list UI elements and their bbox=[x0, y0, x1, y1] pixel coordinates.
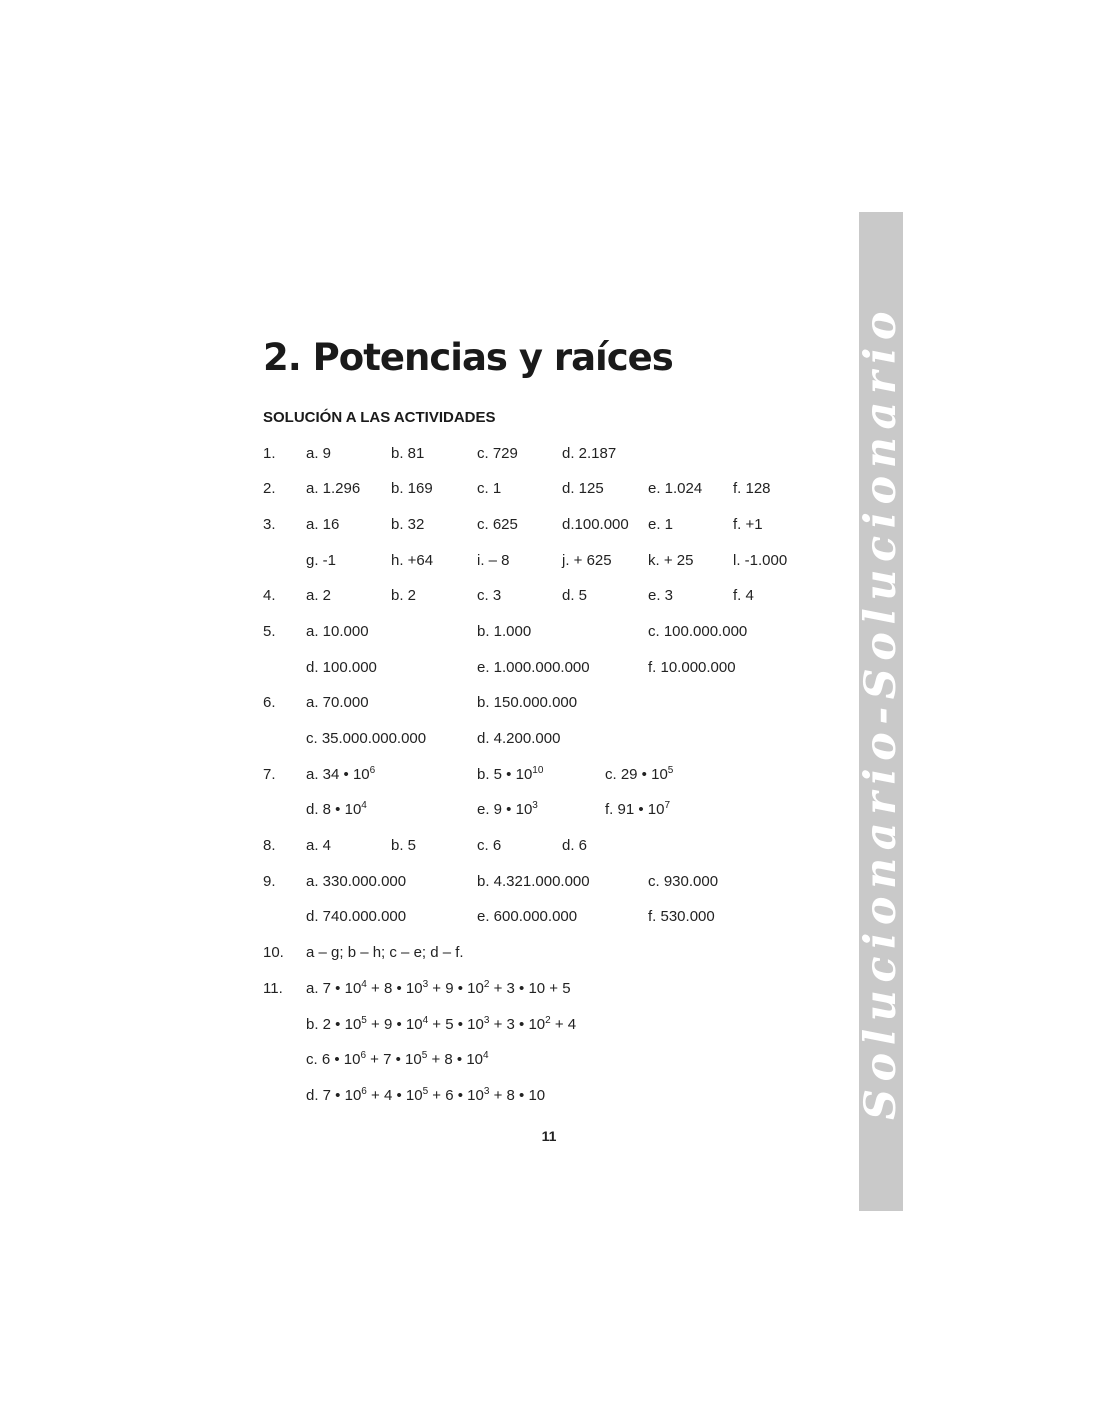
answer-item bbox=[605, 792, 670, 828]
exponent: 4 bbox=[483, 1050, 489, 1062]
question-number: 1. bbox=[263, 444, 276, 462]
answer-item bbox=[306, 864, 406, 900]
answer-item bbox=[306, 471, 360, 507]
answer-row bbox=[0, 757, 840, 793]
answer-text: e. 1.000.000.000 bbox=[477, 658, 590, 676]
question-number: 9. bbox=[263, 872, 276, 890]
answer-item bbox=[306, 436, 331, 472]
answer-item bbox=[733, 507, 763, 543]
answer-text: l. -1.000 bbox=[733, 551, 788, 569]
answer-item bbox=[477, 685, 577, 721]
section-subtitle: SOLUCIÓN A LAS ACTIVIDADES bbox=[263, 409, 496, 426]
answer-text: + 4 bbox=[550, 1015, 577, 1033]
answer-text: c. 625 bbox=[477, 515, 518, 533]
answer-item bbox=[733, 578, 754, 614]
answer-text: + 8 • 10 bbox=[427, 1051, 484, 1069]
answer-item bbox=[477, 864, 590, 900]
answer-item bbox=[562, 578, 587, 614]
answer-item bbox=[306, 578, 331, 614]
answer-text: a. 34 • 10 bbox=[306, 765, 370, 783]
answer-text: b. 2 • 10 bbox=[306, 1015, 362, 1033]
answer-text: + 3 • 10 bbox=[489, 1015, 546, 1033]
answer-row bbox=[0, 935, 840, 971]
answer-text: d. 2.187 bbox=[562, 444, 617, 462]
answer-item bbox=[733, 543, 787, 579]
question-number: 2. bbox=[263, 480, 276, 498]
exponent: 4 bbox=[422, 1014, 429, 1026]
question-number: 3. bbox=[263, 515, 276, 533]
answer-item bbox=[477, 828, 501, 864]
answer-text: b. 169 bbox=[391, 480, 433, 498]
answer-text: f. 10.000.000 bbox=[648, 658, 736, 676]
answer-item bbox=[648, 899, 715, 935]
answer-item bbox=[306, 650, 377, 686]
answer-item bbox=[306, 828, 331, 864]
answer-item bbox=[477, 543, 510, 579]
answer-text: + 8 • 10 bbox=[366, 979, 423, 997]
answer-text: a. 4 bbox=[306, 837, 332, 855]
answer-text: + 5 • 10 bbox=[428, 1015, 484, 1033]
answer-text: b. 5 bbox=[391, 837, 417, 855]
answer-item bbox=[477, 757, 543, 793]
answer-item bbox=[391, 578, 416, 614]
answer-item bbox=[306, 721, 426, 757]
answer-text: d. 6 bbox=[562, 837, 588, 855]
answer-item bbox=[477, 899, 577, 935]
exponent: 3 bbox=[483, 1085, 490, 1097]
answer-text: b. 150.000.000 bbox=[477, 694, 578, 712]
answer-item bbox=[648, 650, 736, 686]
answer-item bbox=[648, 471, 702, 507]
exponent: 3 bbox=[483, 1014, 490, 1026]
answer-text: g. -1 bbox=[306, 551, 337, 569]
answer-text: + 8 • 10 bbox=[489, 1086, 546, 1104]
answer-text: d. 740.000.000 bbox=[306, 908, 407, 926]
answer-row bbox=[0, 792, 840, 828]
answer-text: b. 2 bbox=[391, 587, 417, 605]
answer-row bbox=[0, 507, 840, 543]
answer-item bbox=[306, 685, 369, 721]
answer-text: f. +1 bbox=[733, 515, 763, 533]
answer-item bbox=[562, 471, 604, 507]
answer-text: c. 1 bbox=[477, 480, 502, 498]
answer-text: d.100.000 bbox=[562, 515, 629, 533]
answer-item bbox=[391, 828, 416, 864]
answer-text: a. 1.296 bbox=[306, 480, 361, 498]
answer-text: i. – 8 bbox=[477, 551, 510, 569]
answer-text: f. 4 bbox=[733, 587, 754, 605]
answer-text: e. 3 bbox=[648, 587, 674, 605]
exponent: 3 bbox=[532, 800, 538, 812]
answer-row bbox=[0, 721, 840, 757]
page-title: 2. Potencias y raíces bbox=[263, 336, 673, 379]
answer-text: k. + 25 bbox=[648, 551, 694, 569]
answer-row bbox=[0, 614, 840, 650]
answer-item bbox=[562, 543, 612, 579]
answer-text: c. 3 bbox=[477, 587, 502, 605]
exponent: 2 bbox=[545, 1014, 551, 1026]
answer-item bbox=[306, 614, 369, 650]
answer-text: f. 128 bbox=[733, 480, 771, 498]
answer-item bbox=[306, 935, 464, 971]
answer-text: + 4 • 10 bbox=[366, 1086, 423, 1104]
exponent: 5 bbox=[422, 1085, 429, 1097]
answer-text: f. 530.000 bbox=[648, 908, 715, 926]
answer-row bbox=[0, 1007, 840, 1043]
answer-text: a. 9 bbox=[306, 444, 332, 462]
answer-text: a. 2 bbox=[306, 587, 332, 605]
question-number: 10. bbox=[263, 944, 284, 962]
answer-text: c. 930.000 bbox=[648, 872, 719, 890]
answer-text: c. 29 • 10 bbox=[605, 765, 668, 783]
answer-item bbox=[306, 1007, 576, 1043]
question-number: 6. bbox=[263, 694, 276, 712]
answer-text: b. 5 • 10 bbox=[477, 765, 533, 783]
exponent: 10 bbox=[532, 764, 544, 776]
exponent: 6 bbox=[369, 764, 376, 776]
question-number: 8. bbox=[263, 837, 276, 855]
answer-text: e. 1.024 bbox=[648, 480, 703, 498]
answer-item bbox=[306, 792, 367, 828]
exponent: 4 bbox=[361, 800, 367, 812]
answer-row bbox=[0, 578, 840, 614]
answer-text: b. 1.000 bbox=[477, 622, 532, 640]
answer-item bbox=[477, 436, 518, 472]
question-number: 4. bbox=[263, 587, 276, 605]
answer-text: + 9 • 10 bbox=[428, 979, 484, 997]
answer-text: d. 7 • 10 bbox=[306, 1086, 362, 1104]
answer-item bbox=[733, 471, 771, 507]
answer-text: d. 5 bbox=[562, 587, 588, 605]
answer-row bbox=[0, 971, 840, 1007]
answer-row bbox=[0, 650, 840, 686]
answer-item bbox=[391, 471, 433, 507]
answer-item bbox=[306, 543, 336, 579]
answer-item bbox=[648, 578, 673, 614]
answer-item bbox=[306, 1042, 489, 1078]
answers-list bbox=[0, 436, 840, 1114]
answer-item bbox=[306, 1078, 545, 1114]
answer-text: b. 81 bbox=[391, 444, 425, 462]
exponent: 5 bbox=[667, 764, 674, 776]
answer-text: + 9 • 10 bbox=[366, 1015, 423, 1033]
answer-text: c. 729 bbox=[477, 444, 518, 462]
answer-text: + 7 • 10 bbox=[366, 1051, 422, 1069]
answer-text: b. 32 bbox=[391, 515, 425, 533]
question-number: 5. bbox=[263, 622, 276, 640]
answer-item bbox=[477, 721, 560, 757]
answer-row bbox=[0, 471, 840, 507]
exponent: 4 bbox=[361, 978, 367, 990]
answer-item bbox=[562, 828, 587, 864]
question-number: 11. bbox=[263, 979, 283, 997]
exponent: 5 bbox=[421, 1050, 428, 1062]
answer-row bbox=[0, 899, 840, 935]
answer-item bbox=[477, 578, 501, 614]
answer-item bbox=[391, 436, 424, 472]
answer-row bbox=[0, 864, 840, 900]
answer-text: a. 10.000 bbox=[306, 622, 369, 640]
answer-item bbox=[562, 507, 629, 543]
answer-item bbox=[477, 614, 531, 650]
answer-row bbox=[0, 436, 840, 472]
answer-text: e. 600.000.000 bbox=[477, 908, 578, 926]
answer-text: c. 6 • 10 bbox=[306, 1051, 361, 1069]
side-tab-label: Solucionario-Solucionario bbox=[856, 303, 906, 1120]
side-tab bbox=[856, 212, 906, 1211]
answer-text: e. 9 • 10 bbox=[477, 801, 533, 819]
answer-row bbox=[0, 828, 840, 864]
answer-text: a – g; b – h; c – e; d – f. bbox=[306, 944, 464, 962]
answer-item bbox=[306, 507, 339, 543]
answer-item bbox=[648, 614, 747, 650]
answer-item bbox=[477, 507, 518, 543]
exponent: 7 bbox=[664, 800, 671, 812]
answer-text: a. 7 • 10 bbox=[306, 979, 362, 997]
answer-text: h. +64 bbox=[391, 551, 434, 569]
answer-text: f. 91 • 10 bbox=[605, 801, 665, 819]
page-number: 11 bbox=[541, 1128, 557, 1144]
exponent: 3 bbox=[422, 978, 429, 990]
exponent: 6 bbox=[360, 1050, 367, 1062]
answer-item bbox=[306, 757, 375, 793]
answer-item bbox=[391, 507, 424, 543]
answer-row bbox=[0, 1042, 840, 1078]
answer-text: + 3 • 10 + 5 bbox=[489, 979, 571, 997]
exponent: 2 bbox=[483, 978, 490, 990]
answer-text: d. 100.000 bbox=[306, 658, 377, 676]
answer-text: b. 4.321.000.000 bbox=[477, 872, 590, 890]
answer-item bbox=[306, 899, 406, 935]
answer-item bbox=[648, 543, 693, 579]
answer-text: d. 125 bbox=[562, 480, 604, 498]
answer-text: d. 8 • 10 bbox=[306, 801, 362, 819]
answer-text: j. + 625 bbox=[562, 551, 612, 569]
question-number: 7. bbox=[263, 765, 276, 783]
answer-item bbox=[477, 650, 590, 686]
answer-item bbox=[562, 436, 616, 472]
answer-text: a. 70.000 bbox=[306, 694, 369, 712]
answer-text: + 6 • 10 bbox=[428, 1086, 484, 1104]
answer-item bbox=[477, 471, 501, 507]
answer-row bbox=[0, 1078, 840, 1114]
answer-text: c. 6 bbox=[477, 837, 502, 855]
exponent: 5 bbox=[361, 1014, 367, 1026]
answer-text: a. 330.000.000 bbox=[306, 872, 407, 890]
answer-item bbox=[306, 971, 571, 1007]
answer-text: d. 4.200.000 bbox=[477, 730, 561, 747]
answer-row bbox=[0, 685, 840, 721]
answer-item bbox=[648, 864, 718, 900]
answer-item bbox=[605, 757, 673, 793]
answer-text: c. 35.000.000.000 bbox=[306, 730, 427, 747]
answer-item bbox=[391, 543, 433, 579]
answer-text: e. 1 bbox=[648, 515, 674, 533]
answer-item bbox=[648, 507, 673, 543]
answer-row bbox=[0, 543, 840, 579]
answer-item bbox=[477, 792, 538, 828]
answer-text: a. 16 bbox=[306, 515, 340, 533]
answer-text: c. 100.000.000 bbox=[648, 622, 748, 640]
exponent: 6 bbox=[361, 1085, 367, 1097]
